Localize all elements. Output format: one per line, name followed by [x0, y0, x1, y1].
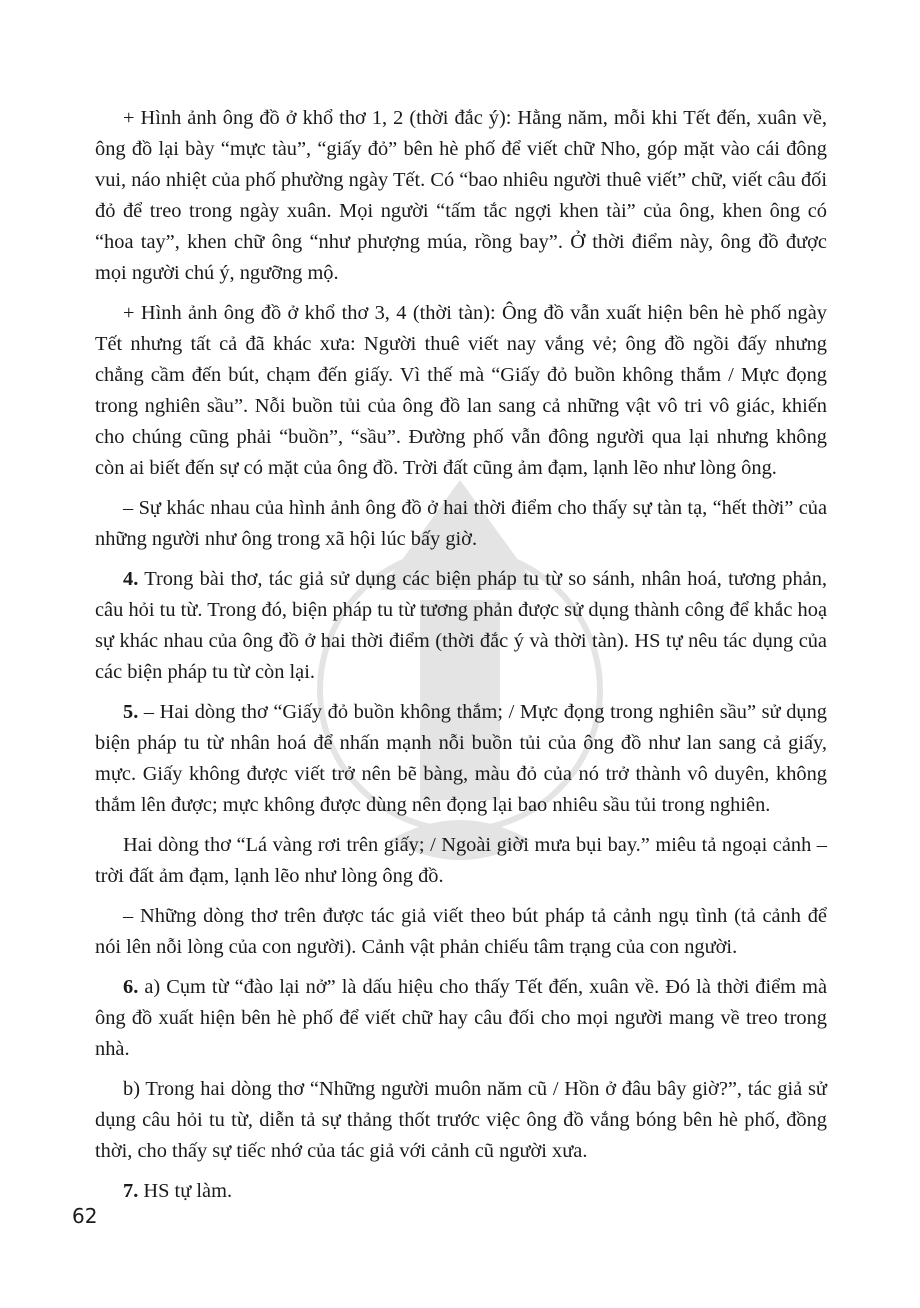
paragraph-7: – Những dòng thơ trên được tác giả viết theo bút pháp tả cảnh ngụ tình (tả cảnh để nói lên nỗi lòng của con người). Cảnh vật phản chiếu tâm trạng của con người.	[95, 905, 827, 958]
paragraph-9: b) Trong hai dòng thơ “Những người muôn năm cũ / Hồn ở đâu bây giờ?”, tác giả sử dụng câu hỏi tu từ, diễn tả sự thảng thốt trước việc ông đồ vắng bóng bên hè phố, đồng thời, cho thấy sự tiếc nhớ của tác giả với cảnh cũ người xưa.	[95, 1078, 827, 1162]
paragraph-3: – Sự khác nhau của hình ảnh ông đồ ở hai thời điểm cho thấy sự tàn tạ, “hết thời” của những người như ông trong xã hội lúc bấy giờ.	[95, 497, 827, 550]
paragraph-4: 4. Trong bài thơ, tác giả sử dụng các biện pháp tu từ so sánh, nhân hoá, tương phản, câu hỏi tu từ. Trong đó, biện pháp tu từ tương phản được sử dụng thành công để khắc hoạ sự khác nhau của ông đồ ở hai thời điểm (thời đắc ý và thời tàn). HS tự nêu tác dụng của các biện pháp tu từ còn lại.	[95, 568, 827, 683]
paragraph-6: Hai dòng thơ “Lá vàng rơi trên giấy; / Ngoài giời mưa bụi bay.” miêu tả ngoại cảnh – trời đất ảm đạm, lạnh lẽo như lòng ông đồ.	[95, 834, 827, 887]
page-number: 62	[72, 1204, 98, 1228]
paragraph-10: 7. HS tự làm.	[123, 1180, 233, 1202]
paragraph-2: + Hình ảnh ông đồ ở khổ thơ 3, 4 (thời tàn): Ông đồ vẫn xuất hiện bên hè phố ngày Tết nhưng tất cả đã khác xưa: Người thuê viết nay vắng vẻ; ông đồ ngồi đấy nhưng chẳng cầm đến bút, chạm đến giấy. Vì thế mà “Giấy đỏ buồn không thắm / Mực đọng trong nghiên sầu”. Nỗi buồn tủi của ông đồ lan sang cả những vật vô tri vô giác, khiến cho chúng cũng phải “buồn”, “sầu”. Đường phố vẫn đông người qua lại nhưng không còn ai biết đến sự có mặt của ông đồ. Trời đất cũng ảm đạm, lạnh lẽo như lòng ông.	[95, 302, 827, 479]
paragraph-1: + Hình ảnh ông đồ ở khổ thơ 1, 2 (thời đắc ý): Hằng năm, mỗi khi Tết đến, xuân về, ông đồ lại bày “mực tàu”, “giấy đỏ” bên hè phố để viết chữ Nho, góp mặt vào cái đông vui, náo nhiệt của phố phường ngày Tết. Có “bao nhiêu người thuê viết” chữ, viết câu đối đỏ để treo trong ngày xuân. Mọi người “tấm tắc ngợi khen tài” của ông, khen ông có “hoa tay”, khen chữ ông “như phượng múa, rồng bay”. Ở thời điểm này, ông đồ được mọi người chú ý, ngưỡng mộ.	[95, 107, 827, 284]
paragraph-8: 6. a) Cụm từ “đào lại nở” là dấu hiệu cho thấy Tết đến, xuân về. Đó là thời điểm mà ông đồ xuất hiện bên hè phố để viết chữ hay câu đối cho mọi người mang về treo trong nhà.	[95, 976, 827, 1060]
document-body	[95, 103, 827, 1216]
paragraph-5: 5. – Hai dòng thơ “Giấy đỏ buồn không thắm; / Mực đọng trong nghiên sầu” sử dụng biện pháp tu từ nhân hoá để nhấn mạnh nỗi buồn tủi của ông đồ như lan sang cả giấy, mực. Giấy không được viết trở nên bẽ bàng, màu đỏ của nó trở thành vô duyên, không thắm lên được; mực không được dùng nên đọng lại bao nhiêu sầu tủi trong nghiên.	[95, 701, 827, 816]
